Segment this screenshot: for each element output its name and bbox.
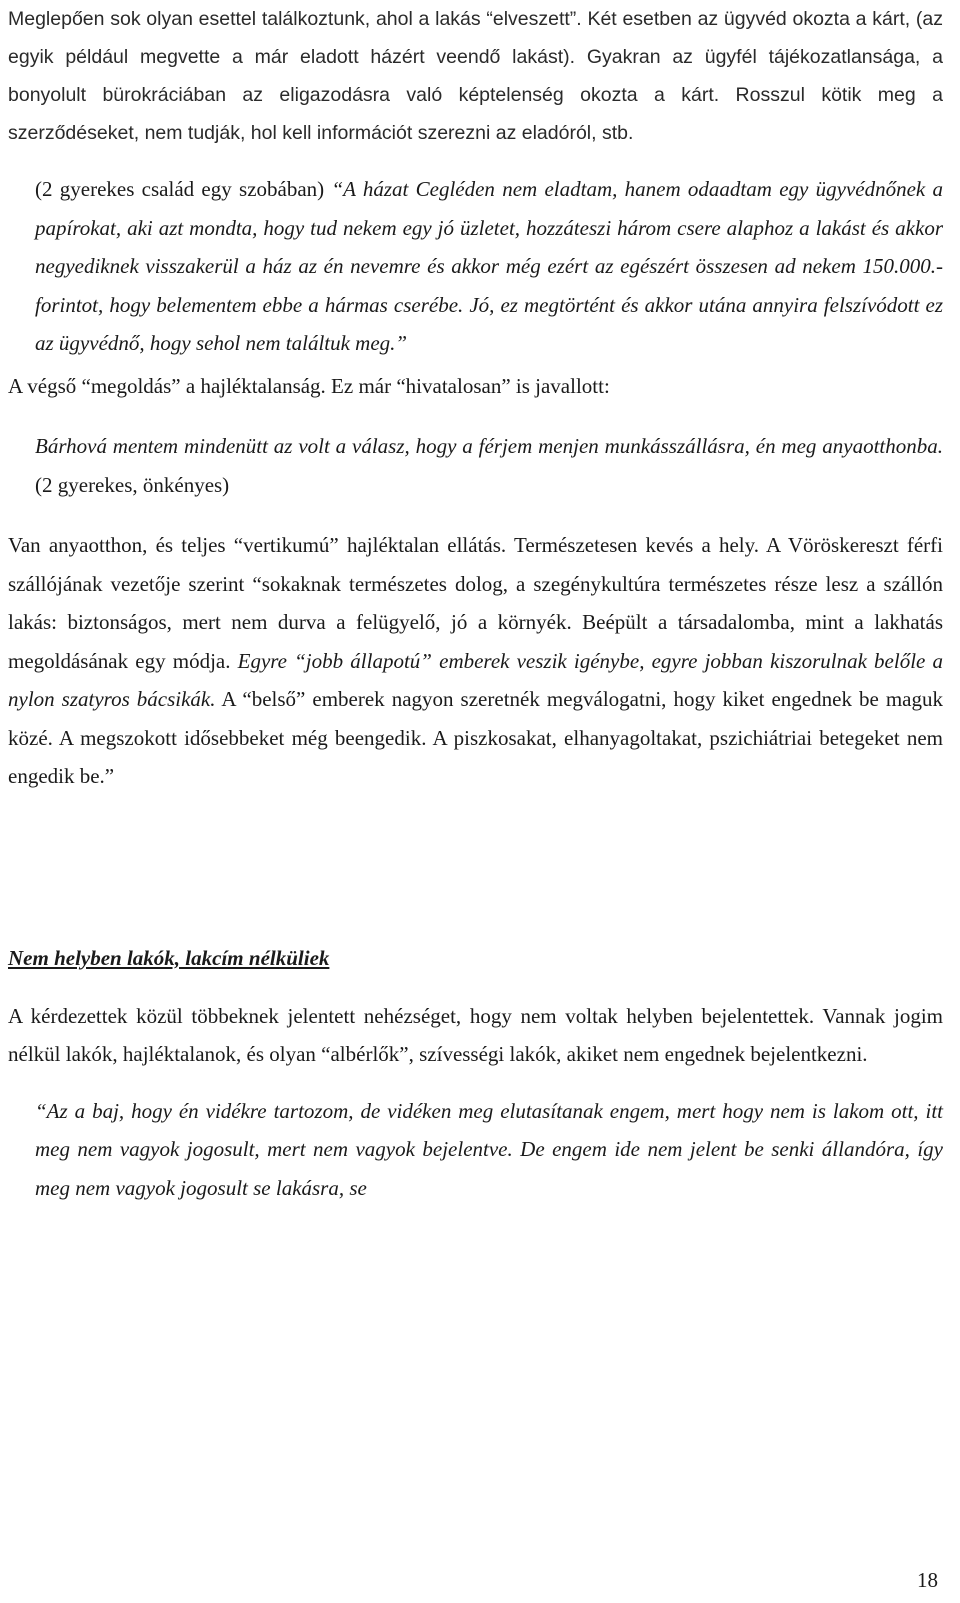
quote-two-children-family [8,170,943,363]
quote-text: Bárhová mentem mindenütt az volt a válasz, hogy a férjem menjen munkásszállásra, én meg anyaotthonba. [35,434,943,458]
quote-tail: (2 gyerekes, önkényes) [35,472,230,497]
page-number: 18 [917,1568,938,1592]
quote-countryside: “Az a baj, hogy én vidékre tartozom, de vidéken meg elutasítanak engem, mert hogy nem is lakom ott, itt meg nem vagyok jogosult, mert nem vagyok bejelentve. De engem ide nem jelent be senki állandóra, így meg nem vagyok jogosult se lakásra, se [35,1098,943,1200]
intro-paragraph: Meglepően sok olyan esettel találkoztunk, ahol a lakás “elveszett”. Két esetben az ügyvéd okozta a kárt, (az egyik például megvette a már eladott házért veendő lakást). Gyakran az ügyfél tájékozatlansága, a bonyolult bürokráciában az eligazodásra való képtelenség okozta a kárt. Rosszul kötik meg a szerződéseket, nem tudják, hol kell információt szerezni az eladóról, stb. [8,8,943,144]
paragraph-part: A “belső” emberek nagyon szeretnék megválogatni, hogy kiket engednek be maguk közé. A megszokott idősebbeket még beengedik. A piszkosakat, elhanyagoltakat, pszichiátriai betegeket nem engedik be.” [8,687,943,788]
registration-paragraph: A kérdezettek közül többeknek jelentett nehézséget, hogy nem voltak helyben bejelentettek. Vannak jogim nélkül lakók, hajléktalanok, és olyan “albérlők”, szívességi lakók, akiket nem engednek bejelentkezni. [8,1003,943,1066]
quote-workers-hostel [8,427,943,504]
quote-lead: (2 gyerekes család egy szobában) [35,177,332,201]
document-page [8,0,943,1207]
paragraph-part: Van anyaotthon, és teljes “vertikumú” hajléktalan ellátás. Természetesen kevés a hely. A Vöröskereszt férfi szállójának vezetője szerint “sokaknak természetes dolog, a szegénykultúra természetes része lesz a szállón lakás: biztonságos, mert nem durva a felügyelő, jó a környék. Beépült a társadalomba, mint a lakhatás megoldásának egy módja. [8,533,943,673]
section-heading: Nem helyben lakók, lakcím nélküliek [8,945,330,970]
quote-text: “A házat Cegléden nem eladtam, hanem odaadtam egy ügyvédnőnek a papírokat, aki azt mondta, hogy tud nekem egy jó üzletet, hozzáteszi három csere alaphoz a lakást és akkor negyediknek visszakerül a ház az én nevemre és akkor még ezért az egészért összesen ad nekem 150.000.- forintot, hogy belementem ebbe a hármas cserébe. Jó, ez megtörtént és akkor utána annyira felszívódott ez az ügyvédnő, hogy sehol nem találtuk meg.” [35,177,944,355]
shelter-paragraph [8,526,943,796]
paragraph-italic: Egyre “jobb állapotú” emberek veszik igénybe, egyre jobban kiszorulnak belőle a nylon szatyros bácsikák. [8,648,943,711]
homelessness-paragraph: A végső “megoldás” a hajléktalanság. Ez már “hivatalosan” is javallott: [8,373,610,398]
